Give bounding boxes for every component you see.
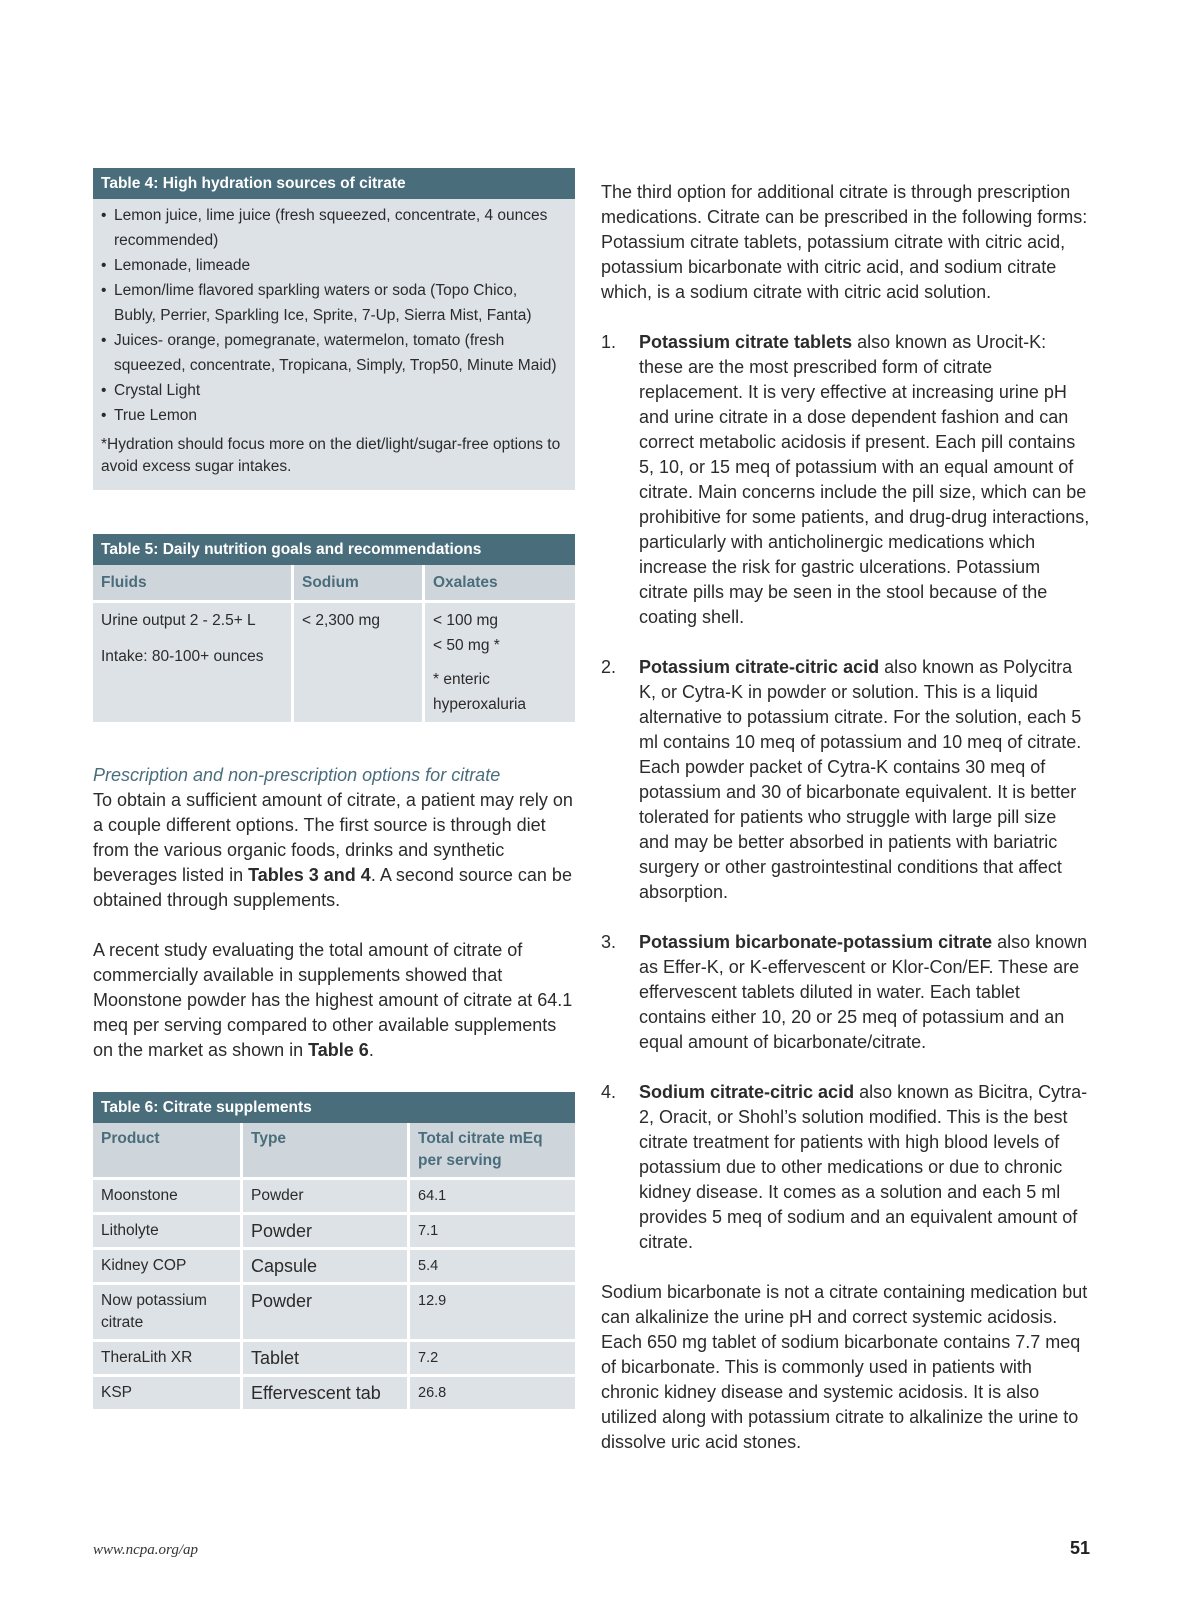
type-cell: Powder <box>243 1285 410 1342</box>
value-cell: 64.1 <box>410 1180 575 1215</box>
table-row <box>93 1342 575 1377</box>
table-6-grid <box>93 1123 575 1412</box>
product-cell: KSP <box>93 1377 243 1412</box>
list-item <box>601 1080 1091 1255</box>
sodium-cell: < 2,300 mg <box>294 603 425 725</box>
table-5 <box>93 534 575 725</box>
table-reference: Tables 3 and 4 <box>248 865 371 885</box>
item-term: Sodium citrate-citric acid <box>639 1082 855 1102</box>
value-cell: 5.4 <box>410 1250 575 1285</box>
text-run: A recent study evaluating the total amount of citrate of commercially available in supplements showed that Moonstone powder has the highest amount of citrate at 64.1 meq per serving compared to other available supplements on the market as shown in <box>93 940 573 1060</box>
product-cell: Litholyte <box>93 1215 243 1250</box>
item-term: Potassium citrate-citric acid <box>639 657 880 677</box>
table-6 <box>93 1092 575 1412</box>
list-item: • Lemonade, limeade <box>101 253 563 278</box>
item-term: Potassium bicarbonate-potassium citrate <box>639 932 993 952</box>
type-cell: Effervescent tab <box>243 1377 410 1412</box>
table-row <box>93 603 575 725</box>
oxalates-cell <box>425 603 575 725</box>
right-column <box>601 180 1091 1455</box>
value-cell: 7.1 <box>410 1215 575 1250</box>
table-4-note: *Hydration should focus more on the diet/light/sugar-free options to avoid excess sugar intakes. <box>101 436 561 475</box>
type-cell: Tablet <box>243 1342 410 1377</box>
list-item: • True Lemon <box>101 403 563 428</box>
fluids-intake: Intake: 80-100+ ounces <box>101 648 264 665</box>
item-number: 2. <box>601 657 617 677</box>
list-item: • Crystal Light <box>101 378 563 403</box>
text-run: . <box>368 1040 374 1060</box>
value-cell: 12.9 <box>410 1285 575 1342</box>
table-header-row <box>93 565 575 603</box>
footer-url: www.ncpa.org/ap <box>93 1542 199 1558</box>
header-fluids: Fluids <box>93 565 294 603</box>
item-text: also known as Polycitra K, or Cytra-K in powder or solution. This is a liquid alternative to potassium citrate. For the solution, each 5 ml contains 10 meq of potassium and 10 meq of citrate. Each powder packet of Cytra-K contains 30 meq of potassium and 30 of bicarbonate equivalent. It is better tolerated for patients who struggle with large pill size and may be better absorbed in patients with bariatric surgery or other gastrointestinal conditions that affect absorption. <box>639 657 1082 902</box>
list-item <box>601 330 1091 630</box>
product-cell: Moonstone <box>93 1180 243 1215</box>
value-cell: 26.8 <box>410 1377 575 1412</box>
list-item <box>601 655 1091 905</box>
header-total-citrate: Total citrate mEq per serving <box>410 1123 575 1180</box>
page-number: 51 <box>1069 1538 1090 1558</box>
table-4-body <box>93 199 575 490</box>
item-text: also known as Effer-K, or K-effervescent or Klor-Con/EF. These are effervescent tablets diluted in water. Each tablet contains either 10, 20 or 25 meq of potassium and an equal amount of bicarbonate/citrate. <box>639 932 1088 1052</box>
list-item: • Juices- orange, pomegranate, watermelon, tomato (fresh squeezed, concentrate, Tropicana, Simply, Trop50, Minute Maid) <box>101 328 563 378</box>
left-column <box>93 168 575 1412</box>
table-5-grid <box>93 565 575 725</box>
item-text: also known as Urocit-K: these are the most prescribed form of citrate replacement. It is very effective at increasing urine pH and urine citrate in a dose dependent fashion and can correct metabolic acidosis if present. Each pill contains 5, 10, or 15 meq of potassium with an equal amount of citrate. Main concerns include the pill size, which can be prohibitive for some patients, and drug-drug interactions, particularly with anticholinergic medications which increase the risk for gastric ulcerations. Potassium citrate pills may be seen in the stool because of the coating shell. <box>639 332 1090 627</box>
table-header-row <box>93 1123 575 1180</box>
table-5-title: Table 5: Daily nutrition goals and recommendations <box>93 534 575 565</box>
fluids-cell <box>93 603 294 725</box>
table-4-title: Table 4: High hydration sources of citrate <box>93 168 575 199</box>
citrate-source-list <box>101 203 563 428</box>
closing-paragraph: Sodium bicarbonate is not a citrate containing medication but can alkalinize the urine pH and correct systemic acidosis. Each 650 mg tablet of sodium bicarbonate contains 7.7 meq of bicarbonate. This is commonly used in patients with chronic kidney disease and systemic acidosis. It is also utilized along with potassium citrate to alkalinize the urine to dissolve uric acid stones. <box>601 1282 1088 1452</box>
list-item: • Lemon/lime flavored sparkling waters or soda (Topo Chico, Bubly, Perrier, Sparkling Ice, Sprite, 7-Up, Sierra Mist, Fanta) <box>101 278 563 328</box>
product-cell: TheraLith XR <box>93 1342 243 1377</box>
oxalates-note-2: hyperoxaluria <box>433 696 527 713</box>
list-item: • Lemon juice, lime juice (fresh squeezed, concentrate, 4 ounces recommended) <box>101 203 563 253</box>
type-cell: Powder <box>243 1215 410 1250</box>
table-row <box>93 1180 575 1215</box>
table-row <box>93 1285 575 1342</box>
table-4 <box>93 168 575 490</box>
value-cell: 7.2 <box>410 1342 575 1377</box>
oxalates-note-1: * enteric <box>433 671 490 688</box>
table-row <box>93 1215 575 1250</box>
table-row <box>93 1377 575 1412</box>
header-type: Type <box>243 1123 410 1180</box>
paragraph-study <box>93 938 575 1063</box>
oxalates-general: < 100 mg <box>433 612 499 629</box>
section-heading: Prescription and non-prescription options for citrate <box>93 765 501 785</box>
product-cell: Kidney COP <box>93 1250 243 1285</box>
item-text: also known as Bicitra, Cytra-2, Oracit, or Shohl’s solution modified. This is the best citrate treatment for patients with high blood levels of potassium due to other medications or due to chronic kidney disease. It comes as a solution and each 5 ml provides 5 meq of sodium and an equivalent amount of citrate. <box>639 1082 1088 1252</box>
intro-paragraph: The third option for additional citrate is through prescription medications. Citrate can be prescribed in the following forms: Potassium citrate tablets, potassium citrate with citric acid, potassium bicarbonate with citric acid, and sodium citrate which, is a sodium citrate with citric acid solution. <box>601 182 1088 302</box>
header-oxalates: Oxalates <box>425 565 575 603</box>
text-run: To obtain a sufficient amount of citrate, a patient may rely on a couple different options. The first source is through diet from the various organic foods, drinks and synthetic beverages listed in <box>93 790 573 885</box>
fluids-urine-output: Urine output 2 - 2.5+ L <box>101 612 256 629</box>
item-number: 1. <box>601 332 617 352</box>
list-item <box>601 930 1091 1055</box>
type-cell: Powder <box>243 1180 410 1215</box>
type-cell: Capsule <box>243 1250 410 1285</box>
header-sodium: Sodium <box>294 565 425 603</box>
table-6-title: Table 6: Citrate supplements <box>93 1092 575 1123</box>
table-reference: Table 6 <box>308 1040 369 1060</box>
text-run: . A second source can be obtained through supplements. <box>93 865 572 910</box>
paragraph-sources <box>93 788 575 913</box>
item-number: 3. <box>601 932 617 952</box>
item-term: Potassium citrate tablets <box>639 332 853 352</box>
prescription-list <box>601 330 1091 1255</box>
header-product: Product <box>93 1123 243 1180</box>
item-number: 4. <box>601 1082 617 1102</box>
table-row <box>93 1250 575 1285</box>
oxalates-enteric: < 50 mg * <box>433 637 500 654</box>
product-cell: Now potassium citrate <box>93 1285 243 1342</box>
